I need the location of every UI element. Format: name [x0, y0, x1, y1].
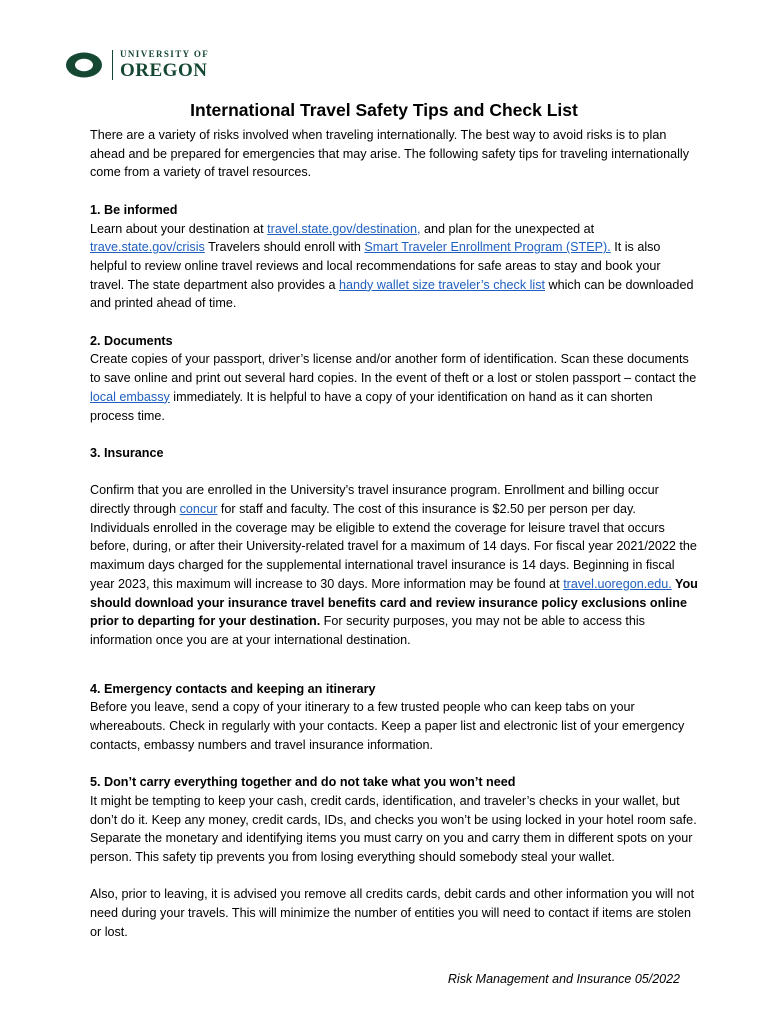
- logo-line-1: UNIVERSITY OF: [120, 49, 210, 59]
- section-paragraph-emergency-contacts: Before you leave, send a copy of your itinerary to a few trusted people who can keep tabs on your whereabouts. Check in regularly with your contacts. Keep a paper list and electronic list of your emergency contacts, embassy numbers and travel insurance information.: [90, 700, 685, 752]
- text-span: Learn about your destination at: [90, 221, 268, 236]
- section-heading-documents: 2. Documents: [90, 333, 173, 348]
- text-span: Travelers should enroll with: [204, 240, 365, 255]
- text-span: immediately. It is helpful to have a copy of your identification on hand as it can shorten process time.: [90, 389, 653, 423]
- document-footer: Risk Management and Insurance 05/2022: [447, 972, 680, 986]
- document-body: [90, 126, 698, 941]
- section-paragraph-documents: [90, 350, 698, 425]
- section-paragraph-insurance: [90, 481, 698, 649]
- section-heading-be-informed: 1. Be informed: [90, 202, 178, 217]
- section-paragraph-be-informed: [90, 220, 698, 314]
- text-span: and plan for the unexpected at: [420, 221, 595, 236]
- logo-divider: [112, 50, 113, 80]
- section-heading-dont-carry: 5. Don’t carry everything together and do not take what you won’t need: [90, 775, 516, 790]
- document-title: International Travel Safety Tips and Check List: [190, 100, 578, 120]
- intro-paragraph: There are a variety of risks involved when traveling internationally. The best way to avoid risks is to plan ahead and be prepared for emergencies that may arise. The following safety tips for traveling internationally come from a variety of travel resources.: [90, 128, 690, 180]
- text-span: It is also helpful to review online travel reviews and local recommendations for safe areas to stay and book your travel. The state department also provides a: [90, 240, 661, 292]
- text-span: Confirm that you are enrolled in the University’s travel insurance program. Enrollment and billing occur directly through: [90, 483, 659, 516]
- link-step-program[interactable]: Smart Traveler Enrollment Program (STEP).: [364, 240, 611, 255]
- section-heading-insurance: 3. Insurance: [90, 445, 164, 460]
- text-span: for staff and faculty. The cost of this insurance is $2.50 per person per day. Individuals enrolled in the coverage may be eligible to extend the coverage for leisure travel that occurs before, during, or after their University-related travel for a maximum of 14 days. For fiscal year 2021/2022 the maximum days charged for the supplemental international travel insurance is 14 days. Beginning in fiscal year 2023, this maximum will increase to 30 days. More information may be found at: [90, 502, 697, 591]
- university-logo: [64, 48, 209, 82]
- section-paragraph-dont-carry: It might be tempting to keep your cash, credit cards, identification, and traveler’s checks in your wallet, but don’t do it. Keep any money, credit cards, IDs, and checks you won’t be using locked in your hotel room safe. Separate the monetary and identifying items you must carry on you and carry them in different spots on your person. This safety tip prevents you from losing everything should somebody steal your wallet.: [90, 793, 697, 864]
- link-travel-uoregon[interactable]: travel.uoregon.edu.: [563, 576, 672, 591]
- text-span: which can be downloaded and printed ahead of time.: [90, 277, 694, 311]
- link-travel-crisis[interactable]: trave.state.gov/crisis: [90, 240, 205, 255]
- logo-wordmark: [120, 50, 209, 80]
- section-paragraph-remove-cards: Also, prior to leaving, it is advised you remove all credits cards, debit cards and other information you will not need during your travels. This will minimize the number of entities you will need to contact if items are stolen or lost.: [90, 887, 695, 939]
- bold-text: You should download your insurance travel benefits card and review insurance policy exclusions online prior to departing for your destination.: [90, 576, 698, 629]
- o-logo-icon: [64, 50, 104, 80]
- link-local-embassy[interactable]: local embassy: [90, 389, 170, 404]
- link-travel-destination[interactable]: travel.state.gov/destination,: [267, 221, 421, 236]
- text-span: Create copies of your passport, driver’s license and/or another form of identification. Scan these documents to save online and print out several hard copies. In the event of theft or a lost or stolen passport – contact the: [90, 352, 697, 386]
- logo-line-2: OREGON: [120, 60, 208, 81]
- section-heading-emergency-contacts: 4. Emergency contacts and keeping an itinerary: [90, 681, 376, 696]
- link-concur[interactable]: concur: [179, 502, 218, 516]
- link-wallet-check-list[interactable]: handy wallet size traveler’s check list: [338, 277, 546, 292]
- text-span: For security purposes, you may not be able to access this information once you are at your international destination.: [90, 614, 645, 647]
